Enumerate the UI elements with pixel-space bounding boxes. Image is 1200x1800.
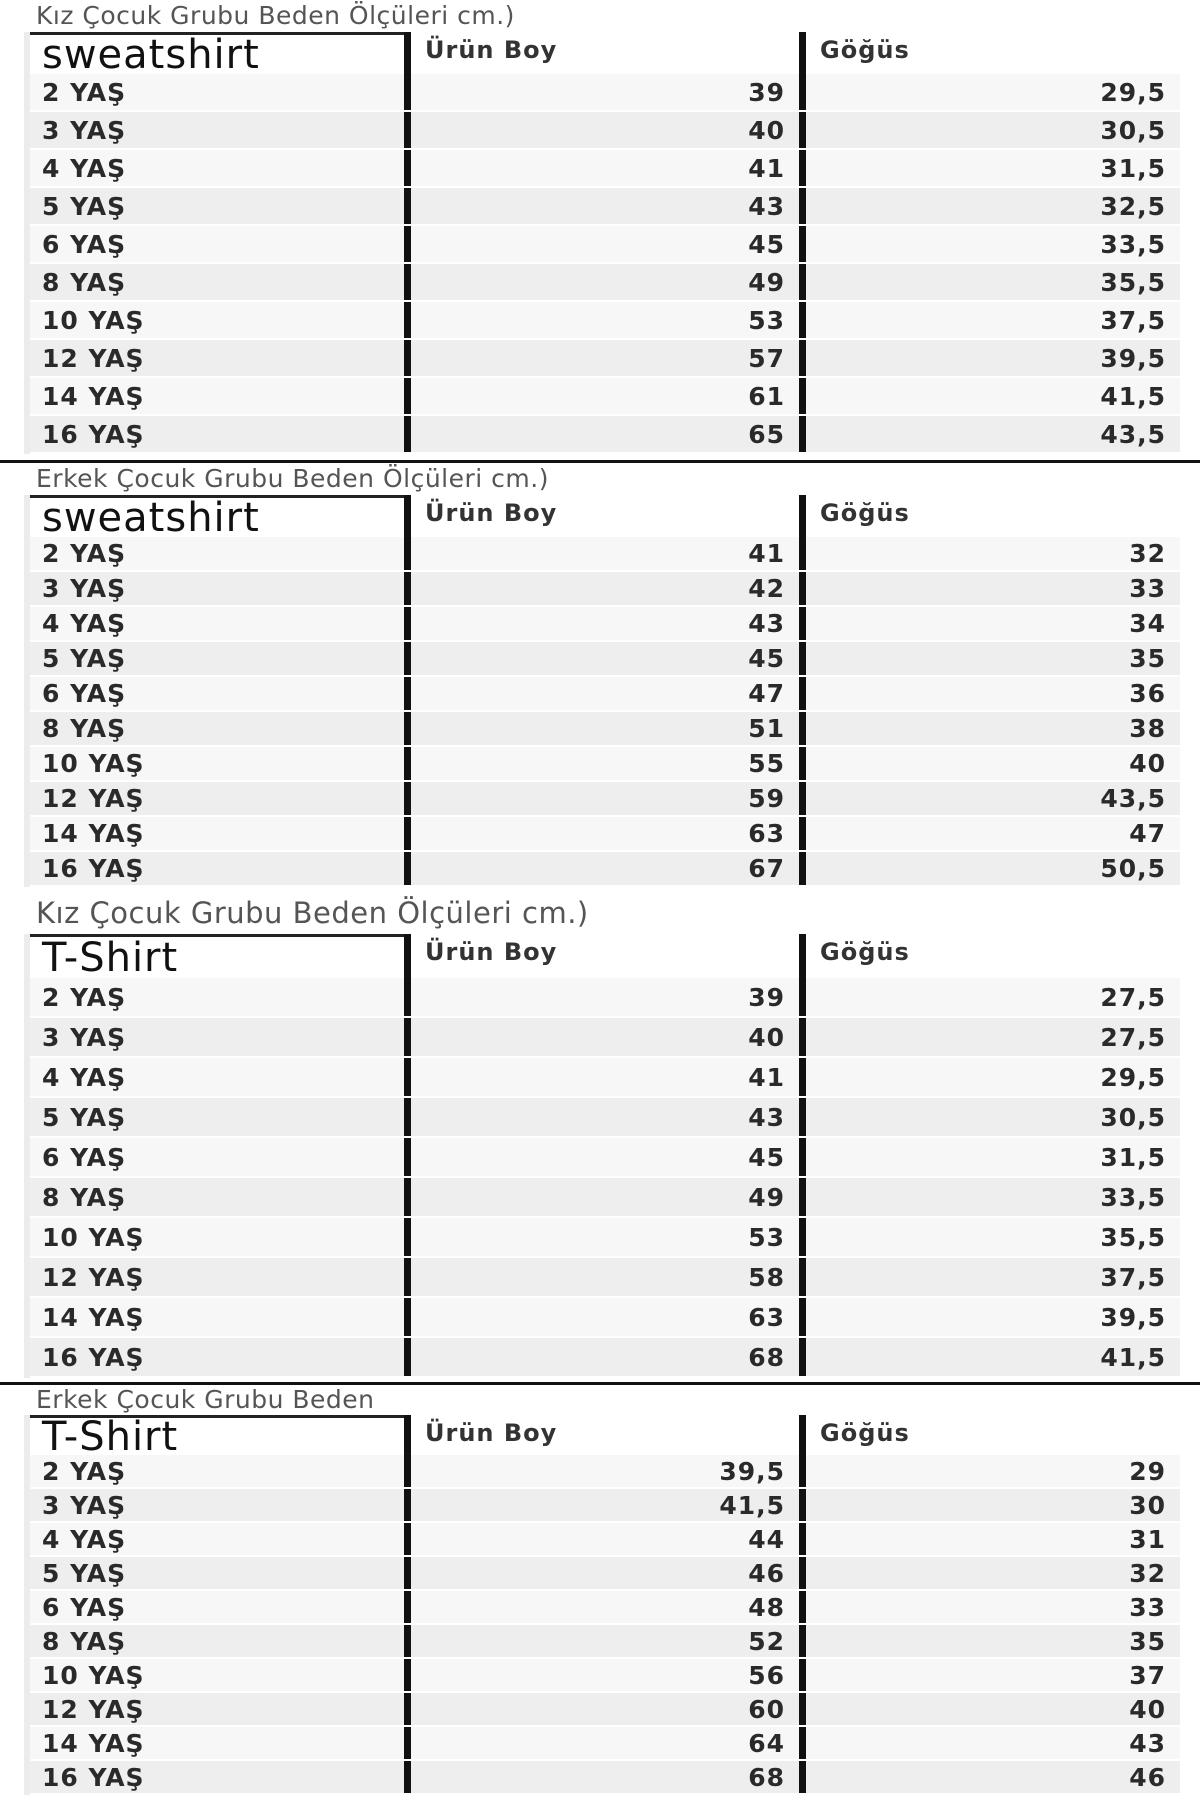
chest-cell: 30,5 (799, 112, 1180, 148)
chest-cell: 27,5 (799, 1018, 1180, 1056)
size-cell: 6 YAŞ (42, 679, 127, 708)
size-cell: 6 YAŞ (42, 229, 127, 259)
chart-title: Kız Çocuk Grubu Beden Ölçüleri cm.) (36, 896, 589, 930)
table-row (30, 74, 1180, 112)
table-row (30, 112, 1180, 150)
chest-cell: 47 (799, 817, 1180, 850)
size-table (24, 934, 1180, 1378)
column-header-length: Ürün Boy (404, 495, 799, 537)
table-row (30, 302, 1180, 340)
length-cell: 39,5 (404, 1455, 799, 1487)
chest-cell: 46 (799, 1761, 1180, 1793)
size-chart-boys-tshirt (0, 1382, 1200, 1800)
size-cell: 8 YAŞ (42, 1626, 127, 1656)
length-cell: 49 (404, 1178, 799, 1216)
chart-title: Kız Çocuk Grubu Beden Ölçüleri cm.) (36, 1, 515, 30)
product-type-label: sweatshirt (30, 32, 404, 74)
length-cell: 40 (404, 112, 799, 148)
column-header-length: Ürün Boy (404, 1415, 799, 1455)
chest-cell: 35,5 (799, 264, 1180, 300)
size-cell: 14 YAŞ (42, 1302, 145, 1332)
table-row (30, 1659, 1180, 1693)
table-row (30, 817, 1180, 852)
table-row (30, 782, 1180, 817)
length-cell: 45 (404, 642, 799, 675)
table-row (30, 1761, 1180, 1795)
table-row (30, 677, 1180, 712)
size-cell: 12 YAŞ (42, 784, 145, 813)
table-body (30, 978, 1180, 1378)
length-cell: 43 (404, 1098, 799, 1136)
table-row (30, 1338, 1180, 1378)
table-row (30, 1591, 1180, 1625)
table-row (30, 1058, 1180, 1098)
chest-cell: 33 (799, 1591, 1180, 1623)
size-cell: 12 YAŞ (42, 1262, 145, 1292)
size-chart-girls-tshirt (0, 892, 1200, 1382)
table-row (30, 712, 1180, 747)
length-cell: 43 (404, 607, 799, 640)
chest-cell: 37,5 (799, 1258, 1180, 1296)
chest-cell: 34 (799, 607, 1180, 640)
size-cell: 16 YAŞ (42, 419, 145, 449)
size-cell: 3 YAŞ (42, 115, 127, 145)
chest-cell: 41,5 (799, 378, 1180, 414)
length-cell: 59 (404, 782, 799, 815)
size-cell: 6 YAŞ (42, 1592, 127, 1622)
size-cell: 10 YAŞ (42, 305, 145, 335)
length-cell: 63 (404, 1298, 799, 1336)
length-cell: 56 (404, 1659, 799, 1691)
size-cell: 5 YAŞ (42, 1102, 127, 1132)
chest-cell: 31,5 (799, 150, 1180, 186)
size-cell: 16 YAŞ (42, 854, 145, 883)
size-chart-boys-sweatshirt (0, 460, 1200, 892)
product-type-label: sweatshirt (30, 495, 404, 537)
chest-cell: 50,5 (799, 852, 1180, 885)
size-cell: 4 YAŞ (42, 1524, 127, 1554)
table-row (30, 378, 1180, 416)
length-cell: 48 (404, 1591, 799, 1623)
table-row (30, 416, 1180, 454)
column-header-chest: Göğüs (799, 1415, 1180, 1455)
length-cell: 57 (404, 340, 799, 376)
chest-cell: 43 (799, 1727, 1180, 1759)
column-header-chest: Göğüs (799, 934, 1180, 978)
table-header (30, 934, 1180, 978)
length-cell: 45 (404, 1138, 799, 1176)
product-type-label: T-Shirt (30, 1415, 404, 1455)
size-cell: 2 YAŞ (42, 77, 127, 107)
chest-cell: 31,5 (799, 1138, 1180, 1176)
table-row (30, 150, 1180, 188)
table-row (30, 1098, 1180, 1138)
length-cell: 42 (404, 572, 799, 605)
chest-cell: 39,5 (799, 1298, 1180, 1336)
size-table (24, 495, 1180, 887)
size-cell: 8 YAŞ (42, 1182, 127, 1212)
chest-cell: 39,5 (799, 340, 1180, 376)
chest-cell: 37,5 (799, 302, 1180, 338)
chest-cell: 31 (799, 1523, 1180, 1555)
size-cell: 3 YAŞ (42, 1022, 127, 1052)
size-cell: 5 YAŞ (42, 1558, 127, 1588)
chest-cell: 35 (799, 642, 1180, 675)
size-cell: 4 YAŞ (42, 1062, 127, 1092)
length-cell: 47 (404, 677, 799, 710)
table-header (30, 1415, 1180, 1455)
table-row (30, 1178, 1180, 1218)
chart-title: Erkek Çocuk Grubu Beden (36, 1385, 375, 1414)
table-row (30, 1625, 1180, 1659)
chest-cell: 29,5 (799, 74, 1180, 110)
length-cell: 65 (404, 416, 799, 452)
size-cell: 8 YAŞ (42, 714, 127, 743)
table-row (30, 852, 1180, 887)
table-row (30, 1298, 1180, 1338)
size-cell: 3 YAŞ (42, 574, 127, 603)
chest-cell: 30 (799, 1489, 1180, 1521)
table-row (30, 1455, 1180, 1489)
table-row (30, 1727, 1180, 1761)
length-cell: 52 (404, 1625, 799, 1657)
size-cell: 10 YAŞ (42, 749, 145, 778)
length-cell: 43 (404, 188, 799, 224)
table-row (30, 537, 1180, 572)
size-cell: 2 YAŞ (42, 982, 127, 1012)
length-cell: 61 (404, 378, 799, 414)
chest-cell: 38 (799, 712, 1180, 745)
table-row (30, 1693, 1180, 1727)
length-cell: 63 (404, 817, 799, 850)
chest-cell: 41,5 (799, 1338, 1180, 1376)
length-cell: 67 (404, 852, 799, 885)
chest-cell: 33,5 (799, 1178, 1180, 1216)
size-cell: 14 YAŞ (42, 381, 145, 411)
size-cell: 10 YAŞ (42, 1222, 145, 1252)
chest-cell: 35,5 (799, 1218, 1180, 1256)
length-cell: 49 (404, 264, 799, 300)
size-cell: 14 YAŞ (42, 819, 145, 848)
size-table (24, 1415, 1180, 1795)
chest-cell: 30,5 (799, 1098, 1180, 1136)
length-cell: 60 (404, 1693, 799, 1725)
chest-cell: 29 (799, 1455, 1180, 1487)
length-cell: 68 (404, 1761, 799, 1793)
table-row (30, 978, 1180, 1018)
size-chart-girls-sweatshirt (0, 0, 1200, 460)
size-cell: 3 YAŞ (42, 1490, 127, 1520)
size-cell: 8 YAŞ (42, 267, 127, 297)
length-cell: 53 (404, 302, 799, 338)
length-cell: 45 (404, 226, 799, 262)
chest-cell: 35 (799, 1625, 1180, 1657)
chest-cell: 43,5 (799, 416, 1180, 452)
table-row (30, 264, 1180, 302)
size-cell: 12 YAŞ (42, 1694, 145, 1724)
size-cell: 4 YAŞ (42, 153, 127, 183)
size-cell: 16 YAŞ (42, 1342, 145, 1372)
length-cell: 40 (404, 1018, 799, 1056)
table-row (30, 572, 1180, 607)
table-row (30, 1138, 1180, 1178)
table-header (30, 495, 1180, 537)
size-cell: 2 YAŞ (42, 1456, 127, 1486)
chest-cell: 29,5 (799, 1058, 1180, 1096)
size-cell: 14 YAŞ (42, 1728, 145, 1758)
chart-title: Erkek Çocuk Grubu Beden Ölçüleri cm.) (36, 464, 549, 493)
table-row (30, 642, 1180, 677)
product-type-label: T-Shirt (30, 934, 404, 978)
chest-cell: 36 (799, 677, 1180, 710)
length-cell: 68 (404, 1338, 799, 1376)
length-cell: 51 (404, 712, 799, 745)
table-body (30, 74, 1180, 454)
chest-cell: 40 (799, 747, 1180, 780)
size-cell: 2 YAŞ (42, 539, 127, 568)
table-row (30, 607, 1180, 642)
size-cell: 4 YAŞ (42, 609, 127, 638)
chest-cell: 33,5 (799, 226, 1180, 262)
length-cell: 64 (404, 1727, 799, 1759)
table-row (30, 226, 1180, 264)
length-cell: 44 (404, 1523, 799, 1555)
table-row (30, 188, 1180, 226)
length-cell: 39 (404, 74, 799, 110)
length-cell: 55 (404, 747, 799, 780)
size-table (24, 32, 1180, 454)
length-cell: 39 (404, 978, 799, 1016)
table-row (30, 1557, 1180, 1591)
table-body (30, 1455, 1180, 1795)
length-cell: 46 (404, 1557, 799, 1589)
table-row (30, 1523, 1180, 1557)
table-header (30, 32, 1180, 74)
length-cell: 58 (404, 1258, 799, 1296)
length-cell: 41 (404, 537, 799, 570)
table-row (30, 1218, 1180, 1258)
chest-cell: 33 (799, 572, 1180, 605)
column-header-chest: Göğüs (799, 32, 1180, 74)
size-cell: 16 YAŞ (42, 1762, 145, 1792)
table-body (30, 537, 1180, 887)
size-cell: 6 YAŞ (42, 1142, 127, 1172)
column-header-length: Ürün Boy (404, 32, 799, 74)
column-header-length: Ürün Boy (404, 934, 799, 978)
column-header-chest: Göğüs (799, 495, 1180, 537)
table-row (30, 1258, 1180, 1298)
chest-cell: 43,5 (799, 782, 1180, 815)
length-cell: 41,5 (404, 1489, 799, 1521)
chest-cell: 37 (799, 1659, 1180, 1691)
size-cell: 5 YAŞ (42, 644, 127, 673)
table-row (30, 1018, 1180, 1058)
chest-cell: 40 (799, 1693, 1180, 1725)
table-row (30, 340, 1180, 378)
size-cell: 5 YAŞ (42, 191, 127, 221)
chest-cell: 32 (799, 1557, 1180, 1589)
chest-cell: 27,5 (799, 978, 1180, 1016)
table-row (30, 747, 1180, 782)
length-cell: 53 (404, 1218, 799, 1256)
chest-cell: 32,5 (799, 188, 1180, 224)
size-cell: 10 YAŞ (42, 1660, 145, 1690)
table-row (30, 1489, 1180, 1523)
chest-cell: 32 (799, 537, 1180, 570)
length-cell: 41 (404, 1058, 799, 1096)
size-cell: 12 YAŞ (42, 343, 145, 373)
length-cell: 41 (404, 150, 799, 186)
